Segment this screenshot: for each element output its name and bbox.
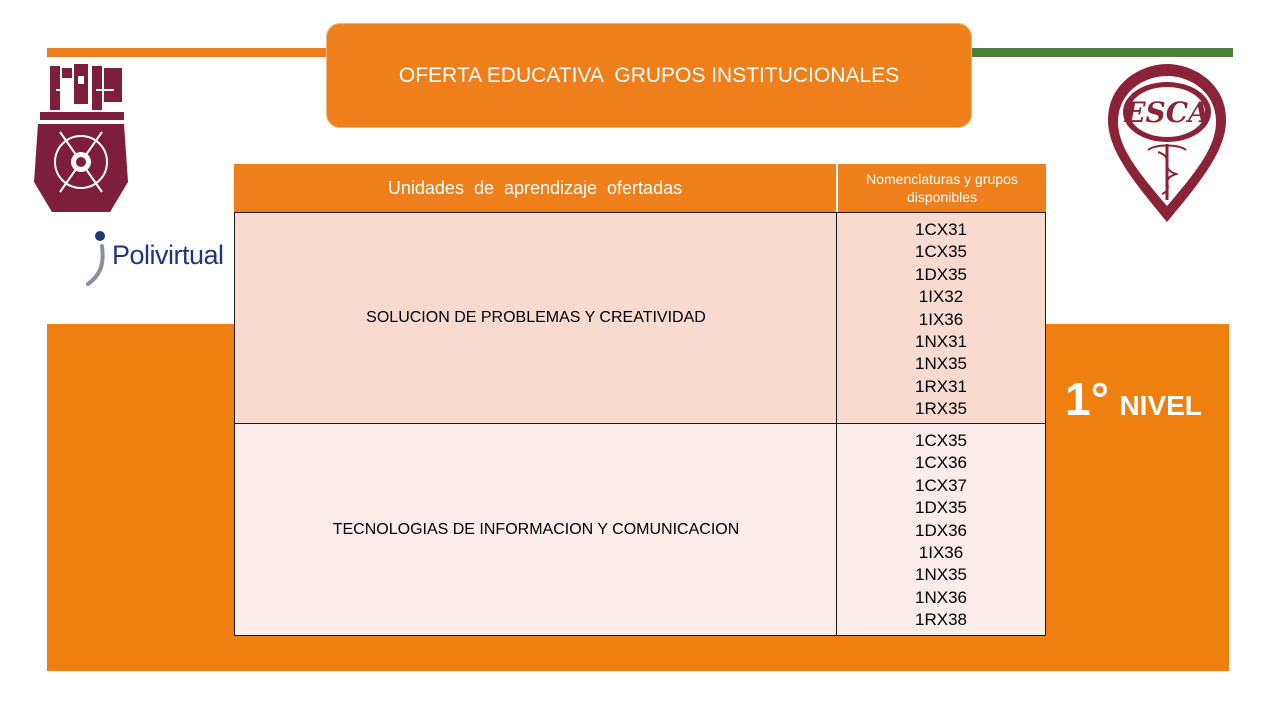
ipn-logo: [30, 62, 132, 228]
group-code: 1IX36: [918, 542, 964, 562]
group-code: 1IX36: [918, 309, 964, 329]
group-code: 1DX35: [915, 264, 967, 284]
group-code: 1IX32: [918, 287, 964, 307]
group-code: 1CX31: [915, 220, 967, 239]
group-code: 1NX31: [915, 331, 967, 351]
group-code: 1DX36: [915, 520, 967, 540]
unit-cell: TECNOLOGIAS DE INFORMACION Y COMUNICACION: [332, 520, 740, 538]
group-code: 1NX36: [915, 587, 967, 607]
table-row: [234, 424, 1046, 636]
header-orange-rule: [47, 48, 337, 57]
svg-text:ESCA: ESCA: [1124, 96, 1210, 129]
header-green-rule: [968, 48, 1233, 57]
polivirtual-wordmark: Polivirtual: [112, 240, 224, 270]
table-row: [234, 212, 1046, 424]
level-number: 1°: [1065, 373, 1109, 425]
groups-cell: [837, 430, 1045, 632]
column-header-nomenclature: Nomenclaturas y grupos disponibles: [866, 171, 1018, 205]
group-code: 1RX35: [915, 399, 967, 419]
unit-cell: SOLUCION DE PROBLEMAS Y CREATIVIDAD: [366, 309, 706, 326]
table-header: [234, 164, 1046, 212]
group-code: 1CX37: [915, 475, 967, 495]
column-header-units: Unidades de aprendizaje ofertadas: [387, 177, 683, 198]
esca-logo: [1102, 60, 1232, 228]
group-code: 1NX35: [915, 354, 967, 374]
level-word: NIVEL: [1119, 390, 1202, 421]
offer-table: [234, 164, 1046, 636]
group-code: 1RX31: [915, 376, 967, 396]
group-code: 1CX35: [915, 431, 967, 450]
polivirtual-logo: [84, 228, 234, 288]
level-label: [1065, 372, 1202, 426]
group-code: 1CX35: [915, 242, 967, 262]
group-code: 1NX35: [915, 565, 967, 585]
group-code: 1RX38: [915, 610, 967, 630]
group-code: 1CX36: [915, 453, 967, 473]
group-code: 1DX35: [915, 498, 967, 518]
page-title: OFERTA EDUCATIVA GRUPOS INSTITUCIONALES: [326, 23, 972, 128]
groups-cell: [837, 219, 1045, 421]
